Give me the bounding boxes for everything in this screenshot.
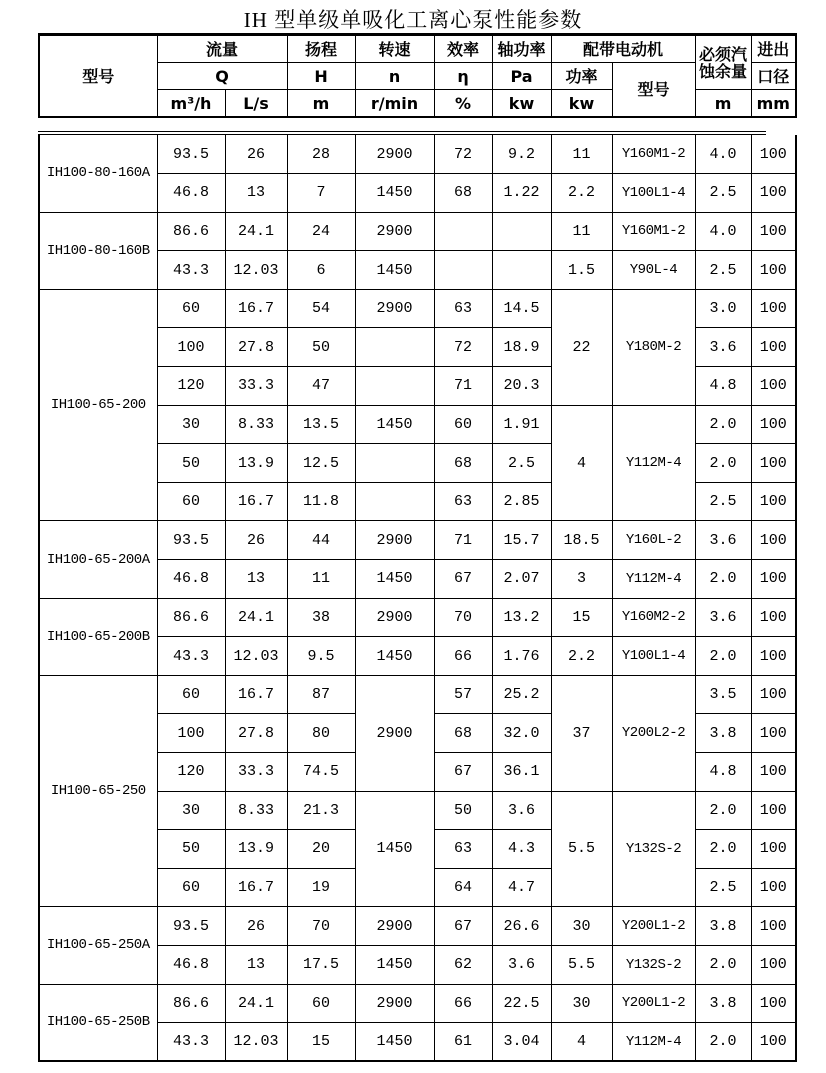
header-npsh-unit: m [695, 90, 751, 118]
motor-model-cell: Y180M-2 [612, 289, 695, 405]
head-m-cell: 6 [287, 251, 355, 290]
npsh-cell: 2.0 [695, 560, 751, 599]
port-diameter-cell: 100 [751, 791, 796, 830]
npsh-cell: 2.0 [695, 444, 751, 483]
motor-power-cell: 5.5 [551, 945, 612, 984]
header-table [38, 33, 797, 118]
npsh-cell: 3.8 [695, 714, 751, 753]
port-diameter-cell: 100 [751, 482, 796, 521]
pump-model-cell: IH100-80-160A [39, 135, 157, 212]
header-efficiency-symbol: η [434, 63, 492, 90]
header-flow-unit-ls: L/s [225, 90, 287, 118]
port-diameter-cell: 100 [751, 328, 796, 367]
pump-model-cell: IH100-65-250A [39, 907, 157, 984]
motor-model-cell: Y160L-2 [612, 521, 695, 560]
table-row [39, 984, 796, 1023]
speed-rpm-cell [355, 328, 434, 367]
header-speed-symbol: n [355, 63, 434, 90]
head-m-cell: 11 [287, 560, 355, 599]
speed-rpm-cell: 2900 [355, 984, 434, 1023]
header-shaft-power-unit: kw [492, 90, 551, 118]
npsh-cell: 3.0 [695, 289, 751, 328]
head-m-cell: 38 [287, 598, 355, 637]
efficiency-cell: 60 [434, 405, 492, 444]
flow-m3h-cell: 30 [157, 405, 225, 444]
flow-ls-cell: 24.1 [225, 984, 287, 1023]
head-m-cell: 74.5 [287, 753, 355, 792]
port-diameter-cell: 100 [751, 367, 796, 406]
table-row [39, 212, 796, 251]
flow-m3h-cell: 86.6 [157, 212, 225, 251]
shaft-power-cell: 1.91 [492, 405, 551, 444]
data-table-body [39, 135, 796, 1061]
shaft-power-cell: 18.9 [492, 328, 551, 367]
head-m-cell: 9.5 [287, 637, 355, 676]
header-row-1 [39, 35, 796, 63]
flow-ls-cell: 13 [225, 945, 287, 984]
speed-rpm-cell: 2900 [355, 135, 434, 174]
header-shaft-power-symbol: Pa [492, 63, 551, 90]
motor-power-cell: 11 [551, 212, 612, 251]
flow-ls-cell: 8.33 [225, 791, 287, 830]
header-shaft-power: 轴功率 [492, 35, 551, 63]
shaft-power-cell: 3.6 [492, 791, 551, 830]
speed-rpm-cell: 2900 [355, 675, 434, 791]
port-diameter-cell: 100 [751, 753, 796, 792]
flow-m3h-cell: 60 [157, 289, 225, 328]
efficiency-cell: 67 [434, 907, 492, 946]
header-flow-symbol: Q [157, 63, 287, 90]
speed-rpm-cell: 1450 [355, 791, 434, 907]
motor-power-cell: 2.2 [551, 637, 612, 676]
pump-model-cell: IH100-65-200 [39, 289, 157, 521]
speed-rpm-cell: 1450 [355, 251, 434, 290]
port-diameter-cell: 100 [751, 251, 796, 290]
flow-ls-cell: 27.8 [225, 328, 287, 367]
pump-model-cell: IH100-80-160B [39, 212, 157, 289]
flow-ls-cell: 16.7 [225, 675, 287, 714]
motor-power-cell: 3 [551, 560, 612, 599]
npsh-cell: 4.0 [695, 212, 751, 251]
npsh-cell: 3.6 [695, 521, 751, 560]
flow-ls-cell: 12.03 [225, 1023, 287, 1062]
flow-ls-cell: 33.3 [225, 367, 287, 406]
flow-m3h-cell: 46.8 [157, 560, 225, 599]
motor-power-cell: 4 [551, 1023, 612, 1062]
header-port-line2: 口径 [751, 63, 796, 90]
shaft-power-cell: 32.0 [492, 714, 551, 753]
table-row [39, 907, 796, 946]
speed-rpm-cell: 1450 [355, 1023, 434, 1062]
head-m-cell: 24 [287, 212, 355, 251]
page-title: IH 型单级单吸化工离心泵性能参数 [243, 8, 583, 32]
efficiency-cell: 61 [434, 1023, 492, 1062]
header-efficiency: 效率 [434, 35, 492, 63]
efficiency-cell: 67 [434, 560, 492, 599]
efficiency-cell: 72 [434, 135, 492, 174]
flow-m3h-cell: 46.8 [157, 945, 225, 984]
motor-model-cell: Y160M1-2 [612, 135, 695, 174]
motor-power-cell: 11 [551, 135, 612, 174]
header-flow: 流量 [157, 35, 287, 63]
flow-m3h-cell: 30 [157, 791, 225, 830]
speed-rpm-cell: 1450 [355, 945, 434, 984]
npsh-cell: 4.0 [695, 135, 751, 174]
shaft-power-cell: 13.2 [492, 598, 551, 637]
flow-ls-cell: 26 [225, 135, 287, 174]
efficiency-cell: 50 [434, 791, 492, 830]
npsh-cell: 2.0 [695, 791, 751, 830]
efficiency-cell: 63 [434, 289, 492, 328]
npsh-cell: 4.8 [695, 753, 751, 792]
port-diameter-cell: 100 [751, 598, 796, 637]
efficiency-cell: 63 [434, 830, 492, 869]
motor-power-cell: 1.5 [551, 251, 612, 290]
efficiency-cell: 71 [434, 521, 492, 560]
flow-ls-cell: 26 [225, 907, 287, 946]
motor-model-cell: Y132S-2 [612, 945, 695, 984]
efficiency-cell: 67 [434, 753, 492, 792]
header-head: 扬程 [287, 35, 355, 63]
efficiency-cell: 68 [434, 714, 492, 753]
head-m-cell: 60 [287, 984, 355, 1023]
npsh-cell: 2.0 [695, 405, 751, 444]
flow-ls-cell: 33.3 [225, 753, 287, 792]
flow-m3h-cell: 60 [157, 482, 225, 521]
speed-rpm-cell: 2900 [355, 907, 434, 946]
motor-power-cell: 30 [551, 984, 612, 1023]
motor-model-cell: Y132S-2 [612, 791, 695, 907]
shaft-power-cell [492, 212, 551, 251]
header-speed: 转速 [355, 35, 434, 63]
header-port-unit: mm [751, 90, 796, 118]
motor-model-cell: Y200L2-2 [612, 675, 695, 791]
npsh-cell: 2.5 [695, 868, 751, 907]
efficiency-cell: 71 [434, 367, 492, 406]
port-diameter-cell: 100 [751, 1023, 796, 1062]
flow-ls-cell: 24.1 [225, 212, 287, 251]
speed-rpm-cell: 2900 [355, 212, 434, 251]
shaft-power-cell: 36.1 [492, 753, 551, 792]
efficiency-cell: 63 [434, 482, 492, 521]
data-table [38, 135, 797, 1062]
head-m-cell: 47 [287, 367, 355, 406]
header-pump-model: 型号 [39, 35, 157, 118]
shaft-power-cell: 25.2 [492, 675, 551, 714]
flow-m3h-cell: 50 [157, 830, 225, 869]
table-row [39, 289, 796, 328]
flow-m3h-cell: 50 [157, 444, 225, 483]
motor-model-cell: Y200L1-2 [612, 984, 695, 1023]
speed-rpm-cell [355, 444, 434, 483]
shaft-power-cell: 3.6 [492, 945, 551, 984]
speed-rpm-cell [355, 367, 434, 406]
header-head-unit: m [287, 90, 355, 118]
port-diameter-cell: 100 [751, 868, 796, 907]
speed-rpm-cell: 1450 [355, 405, 434, 444]
speed-rpm-cell: 1450 [355, 637, 434, 676]
flow-ls-cell: 27.8 [225, 714, 287, 753]
motor-power-cell: 30 [551, 907, 612, 946]
flow-m3h-cell: 120 [157, 367, 225, 406]
flow-m3h-cell: 43.3 [157, 637, 225, 676]
flow-m3h-cell: 86.6 [157, 598, 225, 637]
flow-ls-cell: 13 [225, 174, 287, 213]
port-diameter-cell: 100 [751, 560, 796, 599]
npsh-cell: 2.0 [695, 945, 751, 984]
head-m-cell: 11.8 [287, 482, 355, 521]
head-m-cell: 20 [287, 830, 355, 869]
table-row [39, 135, 796, 174]
flow-m3h-cell: 60 [157, 868, 225, 907]
header-efficiency-unit: % [434, 90, 492, 118]
efficiency-cell: 66 [434, 637, 492, 676]
flow-m3h-cell: 60 [157, 675, 225, 714]
header-flow-unit-m3h: m³/h [157, 90, 225, 118]
speed-rpm-cell: 1450 [355, 174, 434, 213]
motor-model-cell: Y200L1-2 [612, 907, 695, 946]
flow-m3h-cell: 100 [157, 328, 225, 367]
head-m-cell: 87 [287, 675, 355, 714]
speed-rpm-cell: 2900 [355, 289, 434, 328]
header-head-symbol: H [287, 63, 355, 90]
efficiency-cell: 72 [434, 328, 492, 367]
port-diameter-cell: 100 [751, 714, 796, 753]
port-diameter-cell: 100 [751, 135, 796, 174]
flow-ls-cell: 13.9 [225, 830, 287, 869]
head-m-cell: 12.5 [287, 444, 355, 483]
shaft-power-cell [492, 251, 551, 290]
header-motor-power: 功率 [551, 63, 612, 90]
table-row [39, 675, 796, 714]
head-m-cell: 19 [287, 868, 355, 907]
motor-power-cell: 37 [551, 675, 612, 791]
motor-model-cell: Y112M-4 [612, 405, 695, 521]
efficiency-cell: 70 [434, 598, 492, 637]
flow-ls-cell: 16.7 [225, 482, 287, 521]
port-diameter-cell: 100 [751, 637, 796, 676]
shaft-power-cell: 2.07 [492, 560, 551, 599]
npsh-cell: 3.6 [695, 328, 751, 367]
motor-model-cell: Y112M-4 [612, 1023, 695, 1062]
motor-power-cell: 18.5 [551, 521, 612, 560]
shaft-power-cell: 1.76 [492, 637, 551, 676]
flow-ls-cell: 16.7 [225, 868, 287, 907]
table-row [39, 521, 796, 560]
flow-m3h-cell: 93.5 [157, 135, 225, 174]
head-m-cell: 70 [287, 907, 355, 946]
header-motor-power-unit: kw [551, 90, 612, 118]
npsh-cell: 3.8 [695, 907, 751, 946]
npsh-cell: 3.5 [695, 675, 751, 714]
header-npsh [695, 35, 751, 90]
shaft-power-cell: 9.2 [492, 135, 551, 174]
flow-m3h-cell: 100 [157, 714, 225, 753]
flow-m3h-cell: 43.3 [157, 251, 225, 290]
flow-ls-cell: 12.03 [225, 637, 287, 676]
flow-ls-cell: 24.1 [225, 598, 287, 637]
head-m-cell: 50 [287, 328, 355, 367]
flow-ls-cell: 13 [225, 560, 287, 599]
header-speed-unit: r/min [355, 90, 434, 118]
npsh-cell: 2.0 [695, 1023, 751, 1062]
efficiency-cell: 64 [434, 868, 492, 907]
flow-m3h-cell: 86.6 [157, 984, 225, 1023]
port-diameter-cell: 100 [751, 675, 796, 714]
flow-m3h-cell: 43.3 [157, 1023, 225, 1062]
motor-power-cell: 5.5 [551, 791, 612, 907]
shaft-power-cell: 4.3 [492, 830, 551, 869]
flow-m3h-cell: 46.8 [157, 174, 225, 213]
shaft-power-cell: 15.7 [492, 521, 551, 560]
flow-ls-cell: 8.33 [225, 405, 287, 444]
header-npsh-line2: 蚀余量 [699, 61, 748, 81]
motor-model-cell: Y100L1-4 [612, 637, 695, 676]
motor-model-cell: Y100L1-4 [612, 174, 695, 213]
header-npsh-line1: 必须汽 [699, 44, 748, 64]
shaft-power-cell: 2.5 [492, 444, 551, 483]
npsh-cell: 4.8 [695, 367, 751, 406]
port-diameter-cell: 100 [751, 945, 796, 984]
head-m-cell: 44 [287, 521, 355, 560]
efficiency-cell [434, 212, 492, 251]
header-motor-group: 配带电动机 [551, 35, 695, 63]
efficiency-cell: 68 [434, 174, 492, 213]
speed-rpm-cell: 1450 [355, 560, 434, 599]
head-m-cell: 7 [287, 174, 355, 213]
npsh-cell: 2.5 [695, 174, 751, 213]
flow-ls-cell: 26 [225, 521, 287, 560]
flow-m3h-cell: 93.5 [157, 907, 225, 946]
npsh-cell: 2.0 [695, 637, 751, 676]
shaft-power-cell: 4.7 [492, 868, 551, 907]
shaft-power-cell: 3.04 [492, 1023, 551, 1062]
header-motor-model: 型号 [612, 63, 695, 118]
motor-model-cell: Y112M-4 [612, 560, 695, 599]
speed-rpm-cell: 2900 [355, 598, 434, 637]
shaft-power-cell: 2.85 [492, 482, 551, 521]
header-port-line1: 进出 [751, 35, 796, 63]
flow-ls-cell: 16.7 [225, 289, 287, 328]
npsh-cell: 3.6 [695, 598, 751, 637]
motor-power-cell: 15 [551, 598, 612, 637]
head-m-cell: 80 [287, 714, 355, 753]
flow-m3h-cell: 120 [157, 753, 225, 792]
port-diameter-cell: 100 [751, 984, 796, 1023]
flow-ls-cell: 12.03 [225, 251, 287, 290]
npsh-cell: 3.8 [695, 984, 751, 1023]
port-diameter-cell: 100 [751, 830, 796, 869]
port-diameter-cell: 100 [751, 444, 796, 483]
head-m-cell: 15 [287, 1023, 355, 1062]
npsh-cell: 2.5 [695, 251, 751, 290]
efficiency-cell: 57 [434, 675, 492, 714]
motor-model-cell: Y160M2-2 [612, 598, 695, 637]
npsh-cell: 2.0 [695, 830, 751, 869]
shaft-power-cell: 26.6 [492, 907, 551, 946]
motor-model-cell: Y160M1-2 [612, 212, 695, 251]
table-row [39, 598, 796, 637]
efficiency-cell: 62 [434, 945, 492, 984]
npsh-cell: 2.5 [695, 482, 751, 521]
port-diameter-cell: 100 [751, 212, 796, 251]
motor-model-cell: Y90L-4 [612, 251, 695, 290]
efficiency-cell: 68 [434, 444, 492, 483]
port-diameter-cell: 100 [751, 405, 796, 444]
shaft-power-cell: 20.3 [492, 367, 551, 406]
flow-ls-cell: 13.9 [225, 444, 287, 483]
speed-rpm-cell: 2900 [355, 521, 434, 560]
port-diameter-cell: 100 [751, 907, 796, 946]
pump-model-cell: IH100-65-200A [39, 521, 157, 598]
head-m-cell: 21.3 [287, 791, 355, 830]
head-m-cell: 17.5 [287, 945, 355, 984]
pump-model-cell: IH100-65-200B [39, 598, 157, 675]
motor-power-cell: 22 [551, 289, 612, 405]
port-diameter-cell: 100 [751, 174, 796, 213]
shaft-power-cell: 1.22 [492, 174, 551, 213]
pump-model-cell: IH100-65-250 [39, 675, 157, 907]
speed-rpm-cell [355, 482, 434, 521]
port-diameter-cell: 100 [751, 289, 796, 328]
pump-model-cell: IH100-65-250B [39, 984, 157, 1061]
port-diameter-cell: 100 [751, 521, 796, 560]
head-m-cell: 28 [287, 135, 355, 174]
efficiency-cell: 66 [434, 984, 492, 1023]
motor-power-cell: 2.2 [551, 174, 612, 213]
head-m-cell: 13.5 [287, 405, 355, 444]
efficiency-cell [434, 251, 492, 290]
motor-power-cell: 4 [551, 405, 612, 521]
shaft-power-cell: 22.5 [492, 984, 551, 1023]
shaft-power-cell: 14.5 [492, 289, 551, 328]
flow-m3h-cell: 93.5 [157, 521, 225, 560]
head-m-cell: 54 [287, 289, 355, 328]
